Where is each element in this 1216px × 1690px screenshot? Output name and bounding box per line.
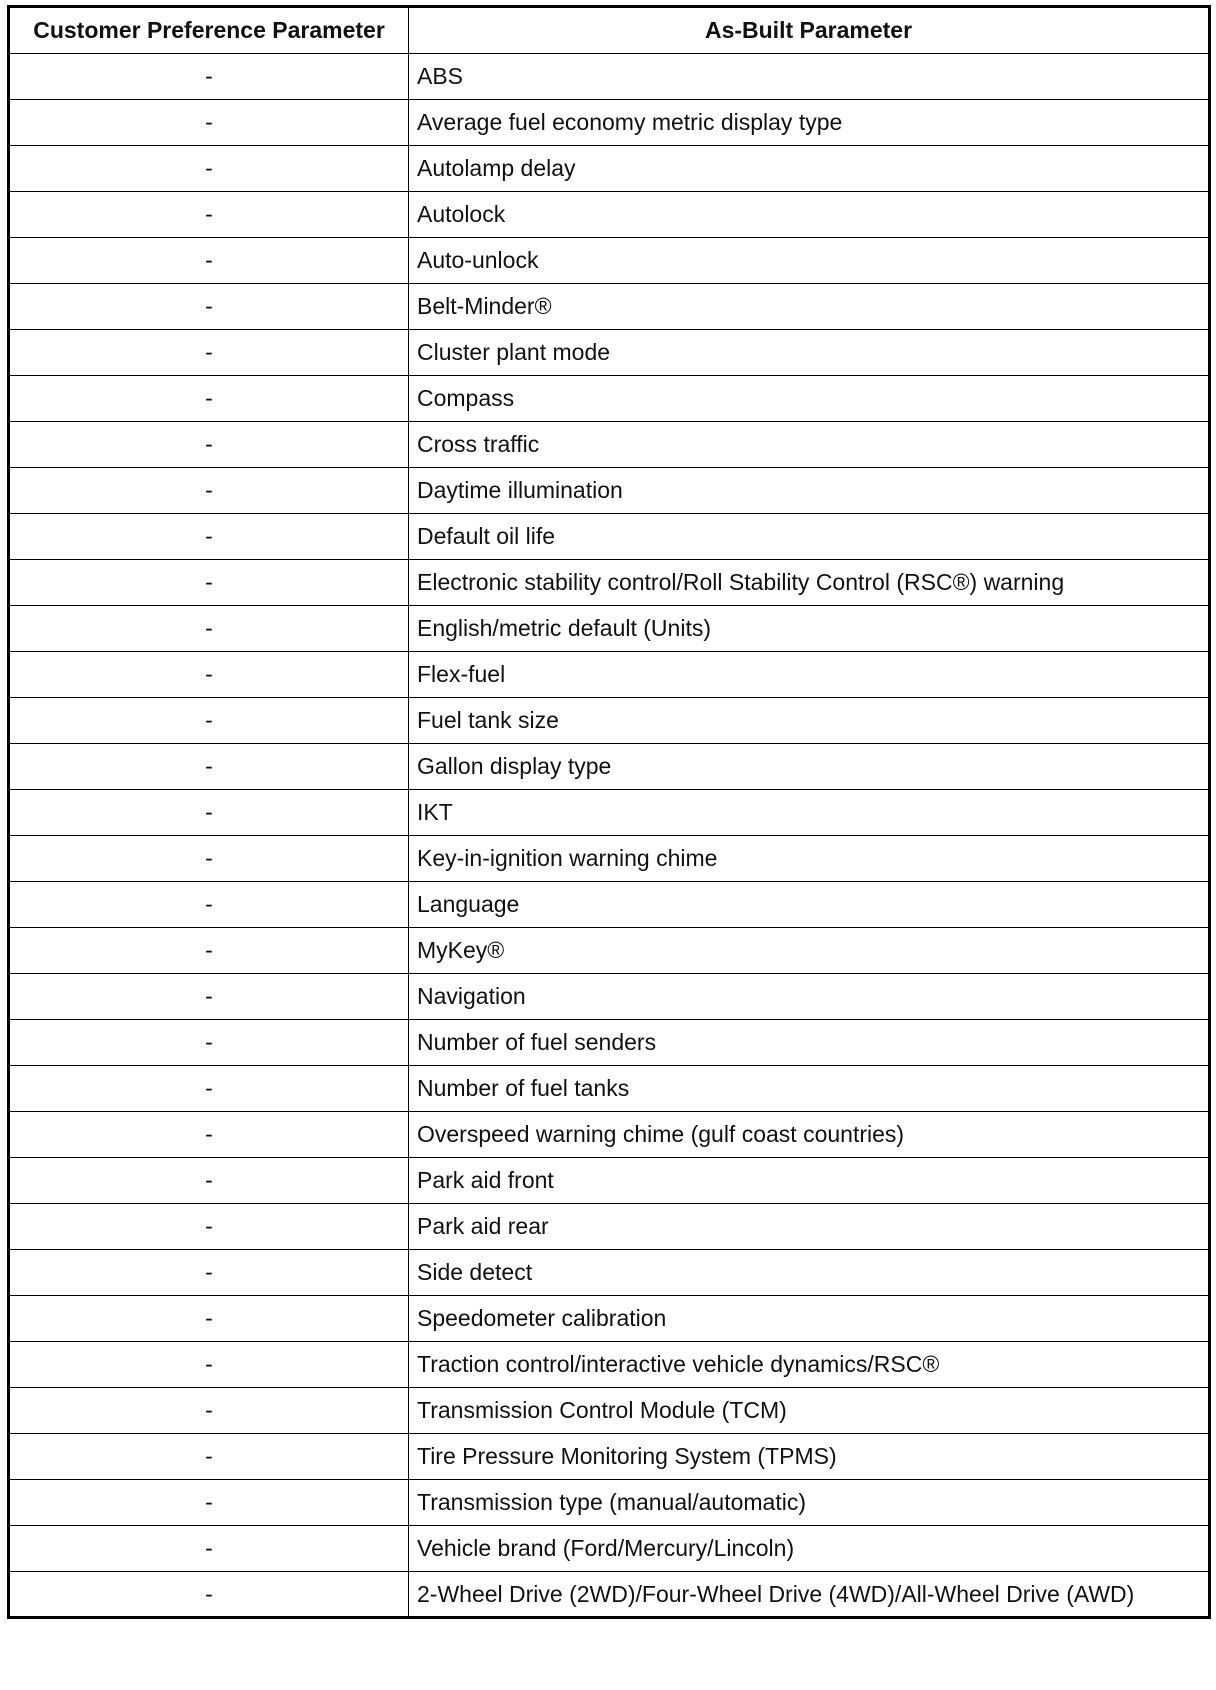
as-built-parameter-cell: 2-Wheel Drive (2WD)/Four-Wheel Drive (4WD)/All-Wheel Drive (AWD) (409, 1572, 1210, 1618)
customer-preference-cell: - (9, 1066, 409, 1112)
customer-preference-cell: - (9, 744, 409, 790)
as-built-parameter-cell: Compass (409, 376, 1210, 422)
as-built-parameter-cell: Electronic stability control/Roll Stability Control (RSC®) warning (409, 560, 1210, 606)
customer-preference-cell: - (9, 514, 409, 560)
as-built-parameter-cell: Fuel tank size (409, 698, 1210, 744)
table-row (9, 1572, 1210, 1618)
as-built-parameter-cell: Overspeed warning chime (gulf coast countries) (409, 1112, 1210, 1158)
customer-preference-cell: - (9, 836, 409, 882)
customer-preference-cell: - (9, 1250, 409, 1296)
as-built-parameter-cell: Side detect (409, 1250, 1210, 1296)
table-row (9, 1296, 1210, 1342)
table-row (9, 1020, 1210, 1066)
customer-preference-cell: - (9, 1526, 409, 1572)
as-built-parameter-cell: Park aid rear (409, 1204, 1210, 1250)
customer-preference-cell: - (9, 422, 409, 468)
table-row (9, 1434, 1210, 1480)
table-body (9, 54, 1210, 1618)
as-built-parameter-cell: Cluster plant mode (409, 330, 1210, 376)
customer-preference-cell: - (9, 974, 409, 1020)
customer-preference-cell: - (9, 330, 409, 376)
as-built-parameter-cell: Gallon display type (409, 744, 1210, 790)
customer-preference-cell: - (9, 606, 409, 652)
table-row (9, 836, 1210, 882)
customer-preference-cell: - (9, 1572, 409, 1618)
as-built-parameter-cell: Key-in-ignition warning chime (409, 836, 1210, 882)
customer-preference-cell: - (9, 146, 409, 192)
customer-preference-cell: - (9, 1020, 409, 1066)
table-row (9, 1388, 1210, 1434)
customer-preference-cell: - (9, 468, 409, 514)
as-built-parameter-cell: Vehicle brand (Ford/Mercury/Lincoln) (409, 1526, 1210, 1572)
as-built-parameter-cell: Speedometer calibration (409, 1296, 1210, 1342)
as-built-parameter-cell: Autolock (409, 192, 1210, 238)
table-row (9, 1158, 1210, 1204)
table-row (9, 146, 1210, 192)
as-built-parameter-cell: Transmission type (manual/automatic) (409, 1480, 1210, 1526)
table-row (9, 652, 1210, 698)
customer-preference-cell: - (9, 284, 409, 330)
customer-preference-cell: - (9, 790, 409, 836)
table-row (9, 1342, 1210, 1388)
table-row (9, 790, 1210, 836)
customer-preference-cell: - (9, 376, 409, 422)
table-row (9, 1066, 1210, 1112)
table-row (9, 928, 1210, 974)
table-row (9, 974, 1210, 1020)
customer-preference-cell: - (9, 238, 409, 284)
as-built-parameter-cell: ABS (409, 54, 1210, 100)
as-built-parameter-cell: Park aid front (409, 1158, 1210, 1204)
table-row (9, 422, 1210, 468)
parameter-table (7, 5, 1211, 1619)
as-built-parameter-cell: Auto-unlock (409, 238, 1210, 284)
customer-preference-cell: - (9, 1480, 409, 1526)
as-built-parameter-cell: Autolamp delay (409, 146, 1210, 192)
table-row (9, 606, 1210, 652)
as-built-parameter-cell: Tire Pressure Monitoring System (TPMS) (409, 1434, 1210, 1480)
customer-preference-cell: - (9, 1112, 409, 1158)
table-row (9, 54, 1210, 100)
table-row (9, 1480, 1210, 1526)
customer-preference-cell: - (9, 1434, 409, 1480)
table-row (9, 514, 1210, 560)
table-row (9, 284, 1210, 330)
customer-preference-cell: - (9, 652, 409, 698)
column-header-customer-preference: Customer Preference Parameter (9, 7, 409, 54)
as-built-parameter-cell: Number of fuel tanks (409, 1066, 1210, 1112)
customer-preference-cell: - (9, 1158, 409, 1204)
table-row (9, 1204, 1210, 1250)
table-row (9, 1112, 1210, 1158)
customer-preference-cell: - (9, 1342, 409, 1388)
as-built-parameter-cell: Transmission Control Module (TCM) (409, 1388, 1210, 1434)
as-built-parameter-cell: Daytime illumination (409, 468, 1210, 514)
table-header-row (9, 7, 1210, 54)
as-built-parameter-cell: Language (409, 882, 1210, 928)
customer-preference-cell: - (9, 100, 409, 146)
customer-preference-cell: - (9, 192, 409, 238)
table-row (9, 882, 1210, 928)
customer-preference-cell: - (9, 1204, 409, 1250)
table-row (9, 744, 1210, 790)
table-row (9, 698, 1210, 744)
customer-preference-cell: - (9, 1296, 409, 1342)
customer-preference-cell: - (9, 54, 409, 100)
table-row (9, 1526, 1210, 1572)
as-built-parameter-cell: MyKey® (409, 928, 1210, 974)
table-row (9, 1250, 1210, 1296)
as-built-parameter-cell: Flex-fuel (409, 652, 1210, 698)
parameter-table-container (7, 5, 1211, 1619)
customer-preference-cell: - (9, 698, 409, 744)
as-built-parameter-cell: Default oil life (409, 514, 1210, 560)
customer-preference-cell: - (9, 928, 409, 974)
table-row (9, 330, 1210, 376)
column-header-as-built: As-Built Parameter (409, 7, 1210, 54)
as-built-parameter-cell: English/metric default (Units) (409, 606, 1210, 652)
customer-preference-cell: - (9, 560, 409, 606)
table-row (9, 560, 1210, 606)
table-row (9, 376, 1210, 422)
as-built-parameter-cell: Traction control/interactive vehicle dynamics/RSC® (409, 1342, 1210, 1388)
customer-preference-cell: - (9, 882, 409, 928)
as-built-parameter-cell: Belt-Minder® (409, 284, 1210, 330)
as-built-parameter-cell: Navigation (409, 974, 1210, 1020)
as-built-parameter-cell: Number of fuel senders (409, 1020, 1210, 1066)
as-built-parameter-cell: Average fuel economy metric display type (409, 100, 1210, 146)
as-built-parameter-cell: IKT (409, 790, 1210, 836)
table-row (9, 468, 1210, 514)
customer-preference-cell: - (9, 1388, 409, 1434)
table-row (9, 192, 1210, 238)
table-row (9, 100, 1210, 146)
as-built-parameter-cell: Cross traffic (409, 422, 1210, 468)
table-row (9, 238, 1210, 284)
